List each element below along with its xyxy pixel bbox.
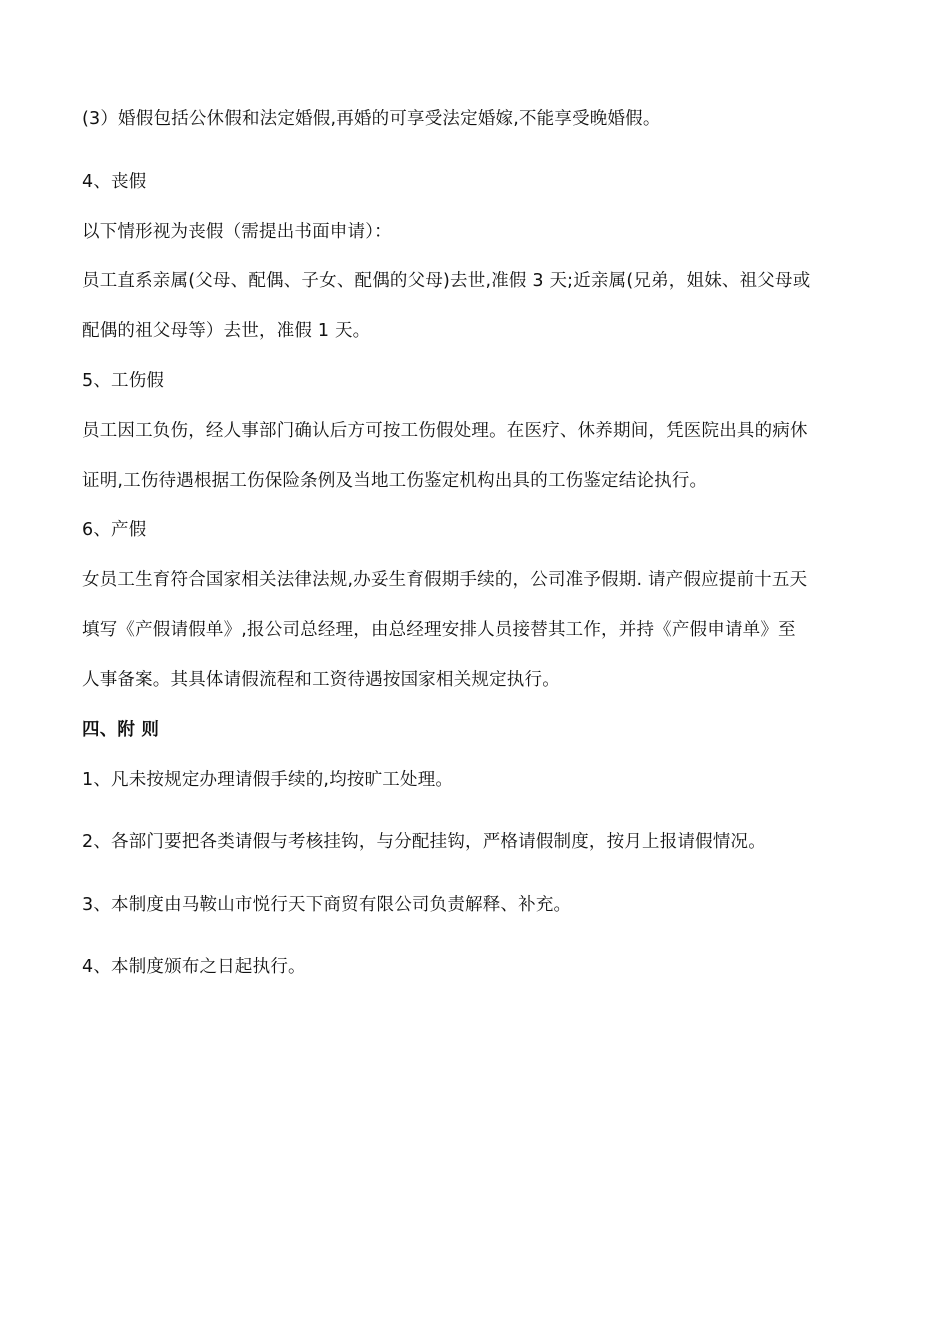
paragraph-injury-line-1: 员工因工负伤，经人事部门确认后方可按工伤假处理。在医疗、休养期间，凭医院出具的病休 <box>82 421 808 441</box>
paragraph-injury-line-2: 证明,工伤待遇根据工伤保险条例及当地工伤鉴定机构出具的工伤鉴定结论执行。 <box>82 471 708 491</box>
paragraph-marriage-leave-note: (3）婚假包括公休假和法定婚假,再婚的可享受法定婚嫁,不能享受晚婚假。 <box>82 109 661 129</box>
rule-item-2: 2、各部门要把各类请假与考核挂钩，与分配挂钩，严格请假制度，按月上报请假情况。 <box>82 832 766 852</box>
rule-item-4: 4、本制度颁布之日起执行。 <box>82 957 306 977</box>
paragraph-maternity-line-2: 填写《产假请假单》,报公司总经理，由总经理安排人员接替其工作，并持《产假申请单》至 <box>82 620 796 640</box>
paragraph-funeral-intro: 以下情形视为丧假（需提出书面申请）： <box>82 222 392 242</box>
rule-item-1: 1、凡未按规定办理请假手续的,均按旷工处理。 <box>82 770 454 790</box>
paragraph-maternity-line-1: 女员工生育符合国家相关法律法规,办妥生育假期手续的，公司准予假期. 请产假应提前十五天 <box>82 570 808 590</box>
rule-item-3: 3、本制度由马鞍山市悦行天下商贸有限公司负责解释、补充。 <box>82 895 572 915</box>
paragraph-funeral-line-1: 员工直系亲属(父母、配偶、子女、配偶的父母)去世,准假 3 天;近亲属(兄弟，姐妹、祖父母或 <box>82 271 811 291</box>
paragraph-maternity-line-3: 人事备案。其具体请假流程和工资待遇按国家相关规定执行。 <box>82 670 560 690</box>
heading-funeral-leave: 4、丧假 <box>82 172 147 192</box>
heading-maternity-leave: 6、产假 <box>82 520 147 540</box>
heading-work-injury-leave: 5、工伤假 <box>82 371 165 391</box>
paragraph-funeral-line-2: 配偶的祖父母等）去世，准假 1 天。 <box>82 321 371 341</box>
section-heading-supplementary: 四、附 则 <box>82 720 160 740</box>
